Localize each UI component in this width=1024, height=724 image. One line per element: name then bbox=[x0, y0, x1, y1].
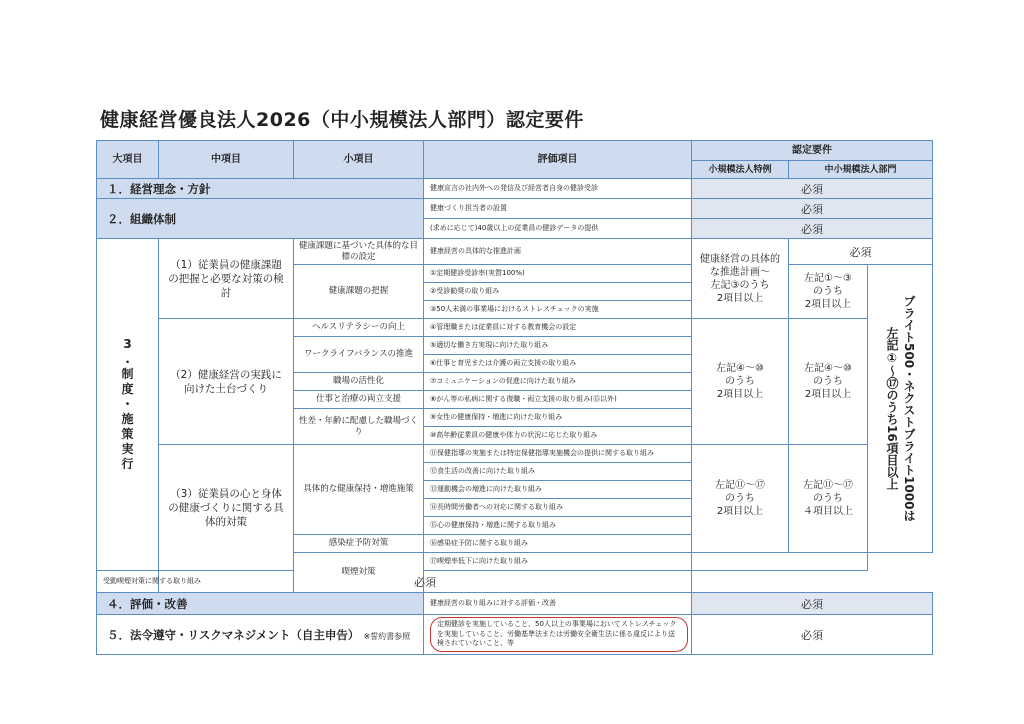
middle-item-1: （1）従業員の健康課題の把握と必要な対策の検討 bbox=[159, 239, 294, 319]
eval-item: ⑨女性の健康保持・増進に向けた取り組み bbox=[424, 409, 692, 427]
eval-item: ⑧がん等の私病に関する復職・両立支援の取り組み(⑮以外) bbox=[424, 391, 692, 409]
req-special-a: 健康経営の具体的 な推進計画～ 左記③のうち 2項目以上 bbox=[692, 239, 789, 319]
small-item-workplace: 職場の活性化 bbox=[294, 373, 424, 391]
small-item-infection: 感染症予防対策 bbox=[294, 535, 424, 553]
eval-item: 健康づくり担当者の設置 bbox=[424, 199, 692, 219]
req-must: 必須 bbox=[692, 179, 933, 199]
middle-item-2: （2）健康経営の実践に向けた土台づくり bbox=[159, 319, 294, 445]
middle-item-3: （3）従業員の心と身体の健康づくりに関する具体的対策 bbox=[159, 445, 294, 571]
eval-item: ⑭長時間労働者への対応に関する取り組み bbox=[424, 499, 692, 517]
req-special-b: 左記④～⑩ のうち 2項目以上 bbox=[692, 319, 789, 445]
eval-item: ⑯感染症予防に関する取り組み bbox=[424, 535, 692, 553]
eval-item: 健康経営の具体的な推進計画 bbox=[424, 239, 692, 265]
section-3-label: 3 . 制 度 ・ 施 策 実 行 bbox=[97, 239, 159, 571]
page-title: 健康経営優良法人2026（中小規模法人部門）認定要件 bbox=[100, 109, 584, 131]
eval-item: ⑩高年齢従業員の健康や体力の状況に応じた取り組み bbox=[424, 427, 692, 445]
req-sme-b: 左記④～⑩ のうち 2項目以上 bbox=[789, 319, 868, 445]
small-item-target: 健康課題に基づいた具体的な目標の設定 bbox=[294, 239, 424, 265]
small-item-wlb: ワークライフバランスの推進 bbox=[294, 337, 424, 373]
section-4-label: ４．評価・改善 bbox=[97, 593, 424, 615]
small-item-literacy: ヘルスリテラシーの向上 bbox=[294, 319, 424, 337]
req-must: 必須 bbox=[692, 219, 933, 239]
section-2-label: ２．組織体制 bbox=[97, 199, 424, 239]
eval-item: 健康宣言の社内外への発信及び経営者自身の健診受診 bbox=[424, 179, 692, 199]
section-5-note: ※誓約書参照 bbox=[363, 631, 411, 641]
eval-item: ⑰喫煙率低下に向けた取り組み bbox=[424, 553, 692, 571]
eval-item: ①定期健診受診率(実質100%) bbox=[424, 265, 692, 283]
eval-item: ③50人未満の事業場におけるストレスチェックの実施 bbox=[424, 301, 692, 319]
eval-item: ④管理職または従業員に対する教育機会の設定 bbox=[424, 319, 692, 337]
eval-item: (求めに応じて)40歳以上の従業員の健診データの提供 bbox=[424, 219, 692, 239]
eval-item: 受動喫煙対策に関する取り組み bbox=[97, 571, 159, 593]
section-5-label bbox=[97, 615, 424, 655]
small-item-grasp: 健康課題の把握 bbox=[294, 265, 424, 319]
small-item-balance: 仕事と治療の両立支援 bbox=[294, 391, 424, 409]
header-major: 大項目 bbox=[97, 141, 159, 179]
eval-item: 健康経営の取り組みに対する評価・改善 bbox=[424, 593, 692, 615]
eval-item: ⑪保健指導の実施または特定保健指導実施機会の提供に関する取り組み bbox=[424, 445, 692, 463]
req-must: 必須 bbox=[692, 593, 933, 615]
req-sme-c: 左記⑪～⑰ のうち ４項目以上 bbox=[789, 445, 868, 553]
small-item-smoking: 喫煙対策 bbox=[294, 553, 424, 593]
small-item-gender: 性差・年齢に配慮した職場づくり bbox=[294, 409, 424, 445]
req-empty-cell bbox=[692, 553, 868, 571]
section-5-title: ５．法令遵守・リスクマネジメント（自主申告） bbox=[107, 627, 360, 642]
small-item-health: 具体的な健康保持・増進施策 bbox=[294, 445, 424, 535]
legal-highlight-box: 定期健診を実施していること、50人以上の事業場においてストレスチェックを実施していること、労働基準法または労働安全衛生法に係る違反により送検されていないこと、等 bbox=[430, 617, 688, 652]
req-sme-a: 左記①～③ のうち 2項目以上 bbox=[789, 265, 868, 319]
header-eval: 評価項目 bbox=[424, 141, 692, 179]
eval-item: ⑤適切な働き方実現に向けた取り組み bbox=[424, 337, 692, 355]
requirements-table bbox=[96, 140, 933, 655]
header-req: 認定要件 bbox=[692, 141, 933, 161]
eval-item: ②受診勧奨の取り組み bbox=[424, 283, 692, 301]
header-req-special: 小規模法人特例 bbox=[692, 161, 789, 179]
section-1-label: １．経営理念・方針 bbox=[97, 179, 424, 199]
eval-item: ⑮心の健康保持・増進に関する取り組み bbox=[424, 517, 692, 535]
header-middle: 中項目 bbox=[159, 141, 294, 179]
req-must: 必須 bbox=[692, 615, 933, 655]
req-must: 必須 bbox=[789, 239, 933, 265]
req-bright-note: ブライト500・ネクストブライト1000は 左記①～⑰のうち16項目以上 bbox=[868, 265, 933, 553]
eval-item: ⑦コミュニケーションの促進に向けた取り組み bbox=[424, 373, 692, 391]
req-must: 必須 bbox=[692, 199, 933, 219]
eval-item: ⑬運動機会の増進に向けた取り組み bbox=[424, 481, 692, 499]
header-req-sme: 中小規模法人部門 bbox=[789, 161, 933, 179]
eval-item: ⑫食生活の改善に向けた取り組み bbox=[424, 463, 692, 481]
header-small: 小項目 bbox=[294, 141, 424, 179]
eval-item: ⑥仕事と育児または介護の両立支援の取り組み bbox=[424, 355, 692, 373]
eval-legal bbox=[424, 615, 692, 655]
req-smoking-must: 必須 bbox=[159, 571, 692, 593]
req-special-c: 左記⑪～⑰ のうち 2項目以上 bbox=[692, 445, 789, 553]
